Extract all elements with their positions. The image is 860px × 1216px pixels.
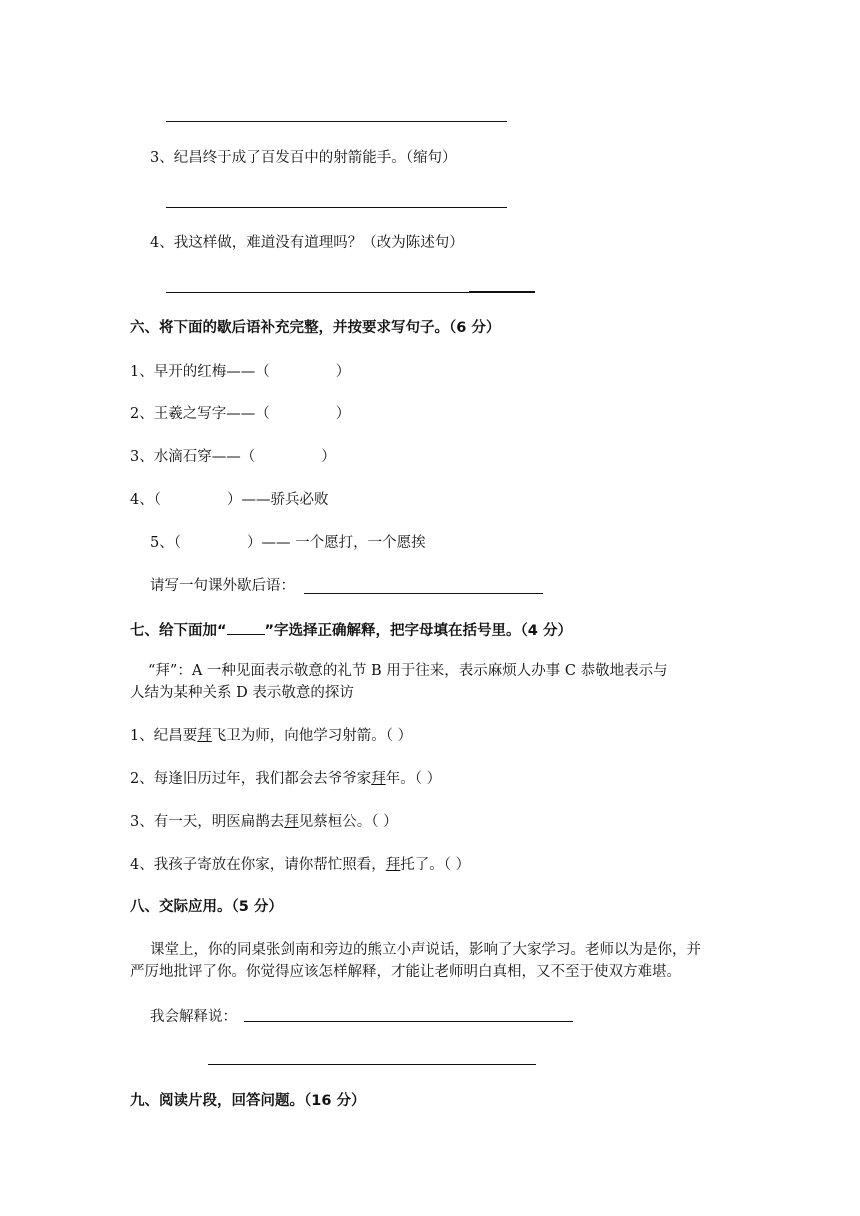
q7-item-2-mark: 拜 [371,771,386,787]
q6-item-4 [130,490,328,510]
q7-item-4-pre: 4、我孩子寄放在你家，请你帮忙照看， [130,857,386,873]
q7-definitions-line-1: “拜”：A 一种见面表示敬意的礼节 B 用于往来，表示麻烦人办事 C 恭敬地表示与 [148,663,668,679]
q7-item-2 [130,769,441,789]
q7-item-2-post[interactable]: 年。（ ） [385,771,442,787]
q7-item-4-post[interactable]: 托了。（ ） [400,857,471,873]
q6-item-5 [150,533,426,553]
q9-heading: 九、阅读片段，回答问题。（16 分） [130,1093,366,1109]
q8-paragraph-line-2: 严厉地批评了你。你觉得应该怎样解释，才能让老师明白真相，又不至于使双方难堪。 [130,964,681,980]
answer-line-2[interactable] [166,121,507,122]
q6-item-3-pre: 3、水滴石穿——（ [130,449,256,465]
answer-line-4-extension [469,291,535,293]
q7-heading-underline-sample [227,619,265,635]
q6-item-1-post: ） [335,364,351,380]
q7-definitions-line-2: 人结为某种关系 D 表示敬意的探访 [130,685,354,701]
q5-item-4: 4、我这样做，难道没有道理吗？（改为陈述句） [150,235,464,251]
q6-extra-prompt: 请写一句课外歇后语： [150,578,295,594]
q6-item-4-pre: 4、（ [130,492,161,508]
q8-paragraph-line-1: 课堂上，你的同桌张剑南和旁边的熊立小声说话，影响了大家学习。老师以为是你，并 [150,942,701,958]
q7-heading-post: ”字选择正确解释，把字母填在括号里。（4 分） [264,623,572,639]
q7-item-3-pre: 3、有一天，明医扁鹊去 [130,814,285,830]
q7-item-3-mark: 拜 [284,814,299,830]
q8-explain-prompt: 我会解释说： [150,1009,237,1025]
q7-item-1-pre: 1、纪昌要 [130,728,198,744]
q6-item-2-post: ） [335,406,351,422]
q6-extra-answer-line[interactable] [304,593,543,594]
q6-item-1 [130,362,350,382]
q8-answer-line-1[interactable] [244,1021,573,1022]
answer-line-3[interactable] [166,207,507,208]
q6-item-2 [130,404,350,424]
q7-item-3 [130,812,398,832]
q5-item-3: 3、纪昌终于成了百发百中的射箭能手。（缩句） [150,150,457,166]
q7-heading-pre: 七、给下面加“ [130,623,227,639]
q7-item-3-post[interactable]: 见蔡桓公。（ ） [298,814,398,830]
q7-heading [130,619,572,641]
q6-heading: 六、将下面的歇后语补充完整，并按要求写句子。（6 分） [130,320,501,336]
q6-item-2-pre: 2、王羲之写字——（ [130,406,270,422]
q7-item-1-mark: 拜 [197,728,212,744]
q7-item-2-pre: 2、每逢旧历过年，我们都会去爷爷家 [130,771,372,787]
q6-item-1-pre: 1、早开的红梅——（ [130,364,270,380]
q7-item-1 [130,726,412,746]
q6-item-3 [130,447,336,467]
q6-item-5-pre: 5、（ [150,535,181,551]
q7-item-4-mark: 拜 [385,857,401,873]
q8-answer-line-2[interactable] [208,1064,536,1065]
answer-line-4[interactable] [166,292,469,293]
q6-item-5-post: ）—— 一个愿打，一个愿挨 [246,535,426,551]
q6-item-4-post: ）——骄兵必败 [226,492,329,508]
q8-heading: 八、交际应用。（5 分） [130,899,283,915]
q7-item-1-post[interactable]: 飞卫为师，向他学习射箭。（ ） [211,728,413,744]
q7-item-4 [130,855,470,875]
q6-item-3-post: ） [321,449,336,465]
